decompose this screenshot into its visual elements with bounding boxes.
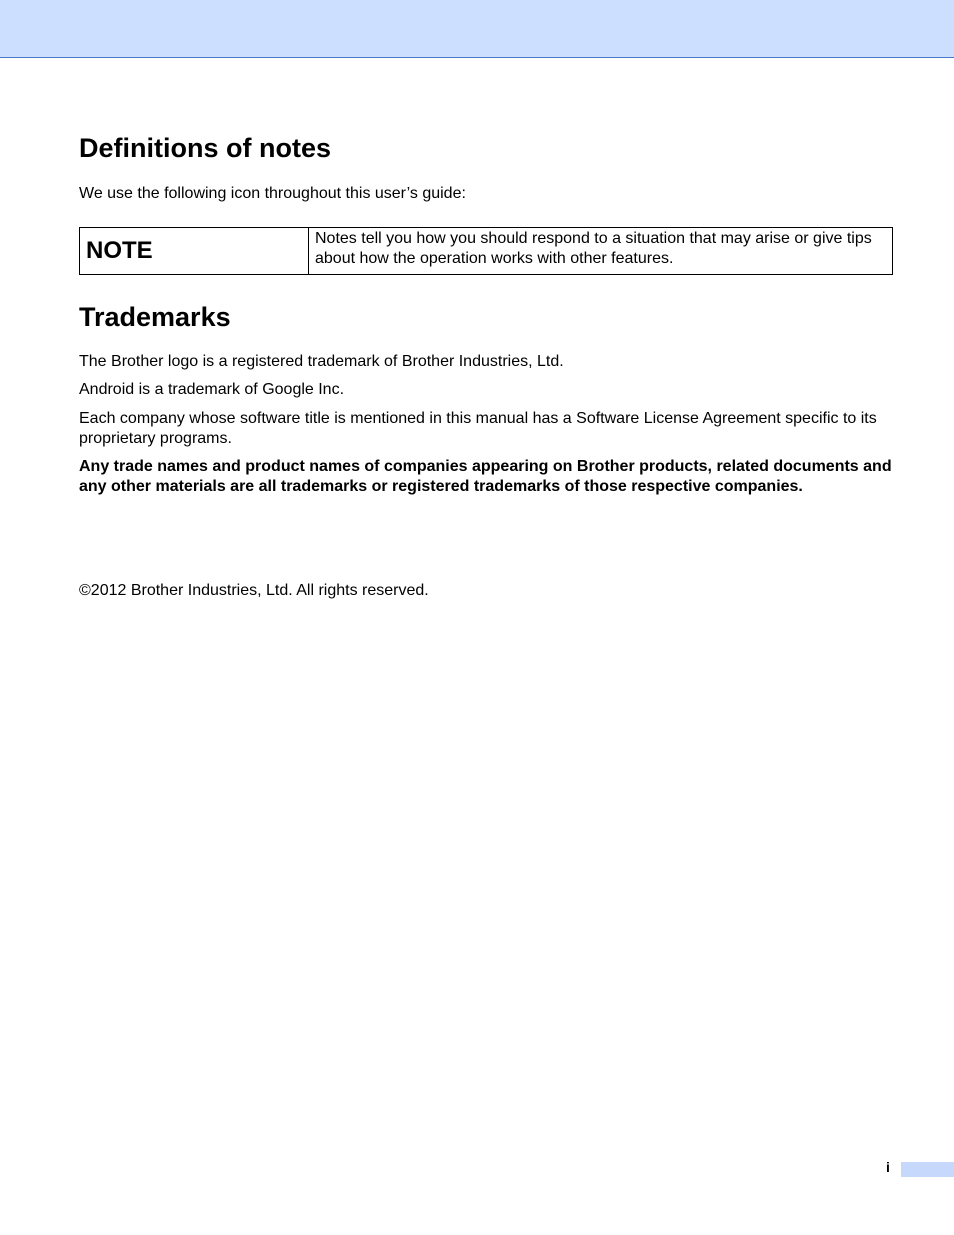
definitions-heading: Definitions of notes	[79, 133, 331, 163]
header-band	[0, 0, 954, 58]
page-footer	[0, 1158, 954, 1178]
note-label: NOTE	[86, 237, 153, 264]
definitions-intro: We use the following icon throughout this user’s guide:	[79, 185, 466, 202]
note-label-cell	[80, 228, 309, 274]
trademark-paragraph: The Brother logo is a registered trademark of Brother Industries, Ltd.	[79, 353, 564, 370]
footer-band	[901, 1162, 954, 1177]
trademark-bold-notice: Any trade names and product names of companies appearing on Brother products, related documents and any other materials are all trademarks or registered trademarks of those respective companies.	[79, 458, 892, 495]
trademark-paragraph: Android is a trademark of Google Inc.	[79, 381, 345, 398]
trademark-paragraph: Each company whose software title is mentioned in this manual has a Software License Agreement specific to its proprietary programs.	[79, 410, 877, 447]
page-number: i	[886, 1159, 890, 1175]
trademarks-heading: Trademarks	[79, 302, 231, 332]
note-description: Notes tell you how you should respond to a situation that may arise or give tips about how the operation works with other features.	[315, 230, 872, 267]
copyright-notice: ©2012 Brother Industries, Ltd. All rights reserved.	[79, 582, 429, 599]
note-definition-table	[79, 227, 893, 275]
